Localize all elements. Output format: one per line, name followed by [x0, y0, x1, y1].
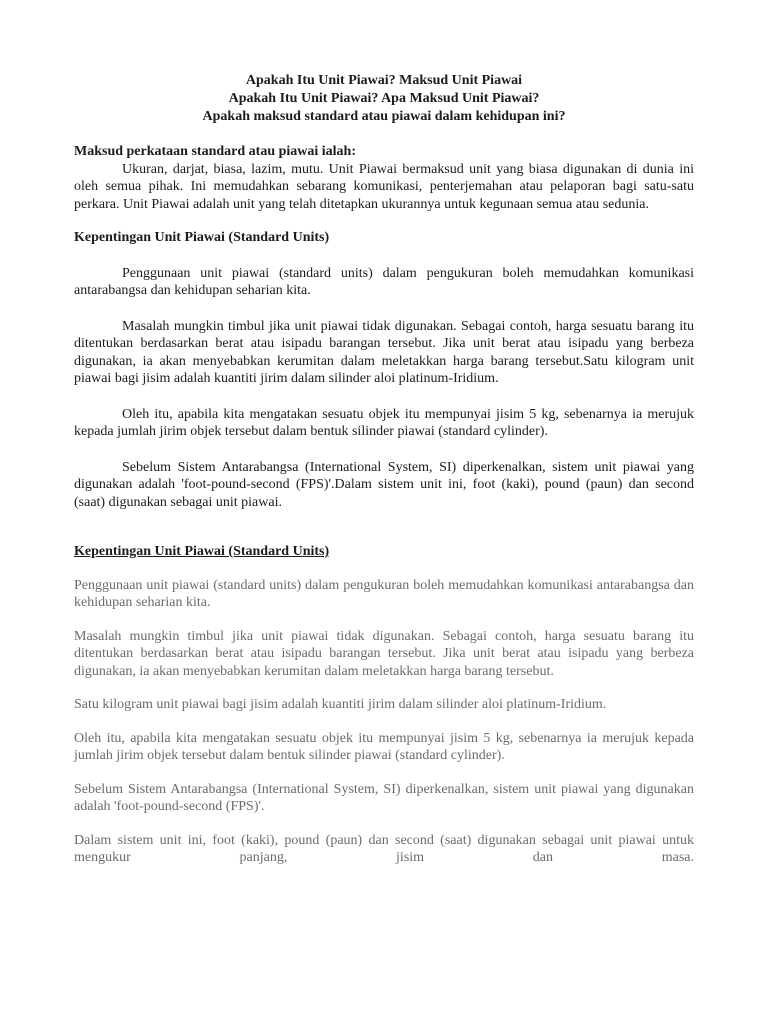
repeat-paragraph: Masalah mungkin timbul jika unit piawai tidak digunakan. Sebagai contoh, harga sesuatu barang itu ditentukan berdasarkan berat atau isipadu barangan tersebut. Jika unit berat atau isipadu yang berbeza digunakan, ia akan menyebabkan kerumitan dalam meletakkan harga barang tersebut.: [74, 628, 694, 679]
repeat-paragraph: Penggunaan unit piawai (standard units) dalam pengukuran boleh memudahkan komunikasi antarabangsa dan kehidupan seharian kita.: [74, 577, 694, 610]
importance-heading: Kepentingan Unit Piawai (Standard Units): [74, 230, 330, 245]
definition-heading: Maksud perkataan standard atau piawai ialah:: [74, 144, 357, 159]
title-line-2: Apakah Itu Unit Piawai? Apa Maksud Unit Piawai?: [228, 91, 540, 106]
importance-paragraph: Penggunaan unit piawai (standard units) dalam pengukuran boleh memudahkan komunikasi antarabangsa dan kehidupan seharian kita.: [74, 265, 694, 298]
section-importance-repeat: [74, 543, 694, 867]
repeat-paragraph: Sebelum Sistem Antarabangsa (International System, SI) diperkenalkan, sistem unit piawai yang digunakan adalah 'foot-pound-second (FPS)'.: [74, 781, 694, 814]
importance-paragraph: Sebelum Sistem Antarabangsa (International System, SI) diperkenalkan, sistem unit piawai yang digunakan adalah 'foot-pound-second (FPS)'.Dalam sistem unit ini, foot (kaki), pound (paun) dan second (saat) digunakan sebagai unit piawai.: [74, 459, 694, 510]
section-importance: [74, 229, 694, 511]
repeat-paragraph: Satu kilogram unit piawai bagi jisim adalah kuantiti jirim dalam silinder aloi platinum-Iridium.: [74, 697, 607, 712]
importance-repeat-heading: Kepentingan Unit Piawai (Standard Units): [74, 544, 330, 559]
document-titles: [74, 72, 694, 126]
importance-paragraph: Oleh itu, apabila kita mengatakan sesuatu objek itu mempunyai jisim 5 kg, sebenarnya ia merujuk kepada jumlah jirim objek tersebut dalam bentuk silinder piawai (standard cylinder).: [74, 406, 694, 439]
section-definition: [74, 143, 694, 213]
title-line-3: Apakah maksud standard atau piawai dalam kehidupan ini?: [202, 109, 566, 124]
repeat-paragraph: Oleh itu, apabila kita mengatakan sesuatu objek itu mempunyai jisim 5 kg, sebenarnya ia merujuk kepada jumlah jirim objek tersebut dalam bentuk silinder piawai (standard cylinder).: [74, 730, 694, 763]
importance-paragraph: Masalah mungkin timbul jika unit piawai tidak digunakan. Sebagai contoh, harga sesuatu barang itu ditentukan berdasarkan berat atau isipadu barangan tersebut. Jika unit berat atau isipadu yang berbeza digunakan, ia akan menyebabkan kerumitan dalam meletakkan harga barang tersebut.Satu kilogram unit piawai bagi jisim adalah kuantiti jirim dalam silinder aloi platinum-Iridium.: [74, 318, 694, 386]
title-line-1: Apakah Itu Unit Piawai? Maksud Unit Piawai: [245, 73, 523, 88]
repeat-paragraph: Dalam sistem unit ini, foot (kaki), pound (paun) dan second (saat) digunakan sebagai unit piawai untuk mengukur panjang, jisim dan masa.: [74, 832, 694, 865]
definition-paragraph: Ukuran, darjat, biasa, lazim, mutu. Unit Piawai bermaksud unit yang biasa digunakan di dunia ini oleh semua pihak. Ini memudahkan sebarang komunikasi, penterjemahan atau pelaporan bagi satu-satu perkara. Unit Piawai adalah unit yang telah ditetapkan ukurannya untuk kegunaan semua atau sedunia.: [74, 161, 694, 212]
